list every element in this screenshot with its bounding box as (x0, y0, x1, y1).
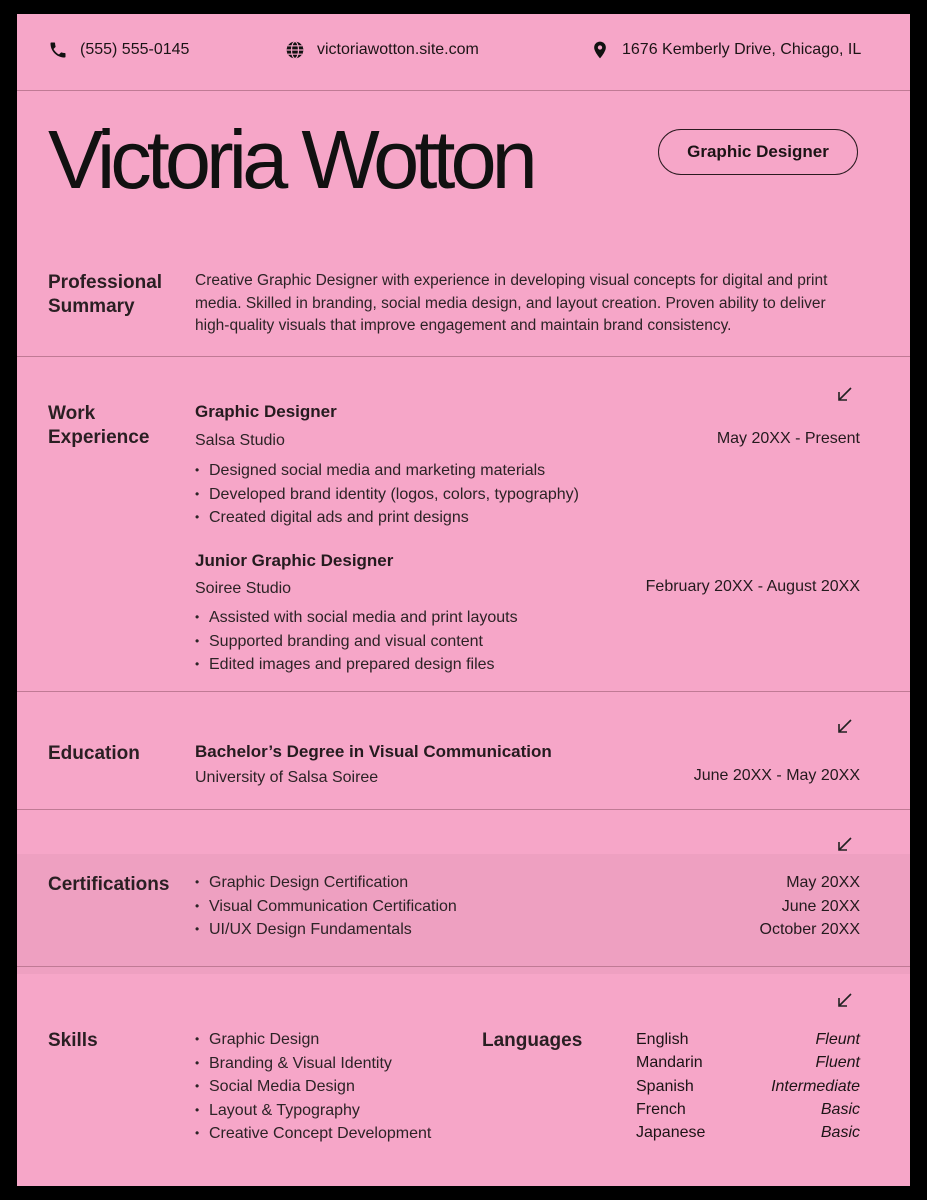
job-bullets (195, 459, 579, 530)
school: University of Salsa Soiree (195, 769, 379, 786)
languages-heading: Languages (482, 1030, 583, 1051)
summary-heading-line2: Summary (48, 296, 135, 317)
education-dates: June 20XX - May 20XX (693, 767, 860, 784)
website-text: victoriawotton.site.com (317, 41, 479, 58)
education-heading: Education (48, 743, 140, 764)
contact-phone[interactable] (48, 40, 189, 60)
languages-list (636, 1028, 860, 1144)
list-item: • Creative Concept Development (195, 1122, 431, 1146)
resume-page (17, 14, 910, 1186)
certification-date: October 20XX (759, 921, 860, 938)
globe-icon (285, 40, 305, 60)
language-name: Mandarin (636, 1054, 703, 1072)
degree: Bachelor’s Degree in Visual Communication (195, 742, 552, 761)
list-item: • Assisted with social media and print layouts (195, 606, 518, 630)
language-name: Japanese (636, 1124, 706, 1142)
arrow-down-left-icon[interactable] (836, 991, 854, 1009)
divider (17, 356, 910, 357)
certification-date: May 20XX (786, 874, 860, 891)
applicant-name: Victoria Wotton (48, 113, 533, 206)
experience-heading-line2: Experience (48, 427, 150, 448)
divider (17, 691, 910, 692)
list-item: • Developed brand identity (logos, colors, typography) (195, 483, 579, 507)
divider (17, 966, 910, 967)
language-level: Fluent (815, 1054, 860, 1072)
skills-list (195, 1028, 431, 1146)
list-item: • Visual Communication Certification (195, 895, 457, 919)
language-level: Basic (820, 1100, 860, 1118)
address-text: 1676 Kemberly Drive, Chicago, IL (622, 41, 862, 58)
list-item: • Branding & Visual Identity (195, 1052, 431, 1076)
list-item: • Layout & Typography (195, 1099, 431, 1123)
language-name: Spanish (636, 1077, 694, 1095)
experience-heading (48, 402, 149, 450)
map-pin-icon (590, 40, 610, 60)
certification-date: June 20XX (781, 897, 860, 915)
skills-heading: Skills (48, 1030, 98, 1051)
list-item: • Graphic Design (195, 1028, 431, 1052)
job-company: Soiree Studio (195, 580, 292, 597)
language-name: English (636, 1031, 689, 1048)
summary-text: Creative Graphic Designer with experience in developing visual concepts for digital and print media. Skilled in branding, social media design, and layout creation. Proven ability to deliver high-quality visuals that improve engagement and maintain brand consistency. (195, 272, 828, 334)
certification-dates (760, 871, 861, 942)
list-item (636, 1028, 860, 1051)
language-level: Fleunt (815, 1031, 860, 1048)
certification-list (195, 871, 457, 942)
list-item (636, 1121, 860, 1144)
list-item (636, 1098, 860, 1121)
role-badge: Graphic Designer (658, 129, 858, 175)
language-name: French (636, 1100, 686, 1118)
certifications-heading: Certifications (48, 874, 170, 895)
phone-text: (555) 555-0145 (80, 41, 190, 58)
job-dates: May 20XX - Present (716, 430, 860, 447)
list-item: • Social Media Design (195, 1075, 431, 1099)
job-company: Salsa Studio (195, 432, 285, 449)
list-item: • Edited images and prepared design files (195, 653, 518, 677)
arrow-down-left-icon[interactable] (836, 717, 854, 735)
list-item: • UI/UX Design Fundamentals (195, 918, 457, 942)
job-dates: February 20XX - August 20XX (645, 578, 860, 595)
list-item (636, 1075, 860, 1098)
job-title: Graphic Designer (195, 402, 337, 421)
divider (17, 809, 910, 810)
divider (17, 90, 910, 91)
list-item: • Created digital ads and print designs (195, 506, 579, 530)
language-level: Intermediate (771, 1077, 860, 1095)
arrow-down-left-icon[interactable] (836, 385, 854, 403)
list-item: • Graphic Design Certification (195, 871, 457, 895)
arrow-down-left-icon[interactable] (836, 835, 854, 853)
summary-heading-line1: Professional (48, 272, 163, 293)
list-item: • Supported branding and visual content (195, 630, 518, 654)
job-title: Junior Graphic Designer (195, 551, 394, 570)
job-bullets (195, 606, 518, 677)
phone-icon (48, 40, 68, 60)
summary-heading (48, 271, 162, 319)
list-item (636, 1051, 860, 1074)
contact-website[interactable] (285, 40, 479, 60)
language-level: Basic (820, 1124, 860, 1142)
contact-address[interactable] (590, 40, 861, 60)
experience-heading-line1: Work (48, 403, 96, 424)
list-item: • Designed social media and marketing materials (195, 459, 579, 483)
